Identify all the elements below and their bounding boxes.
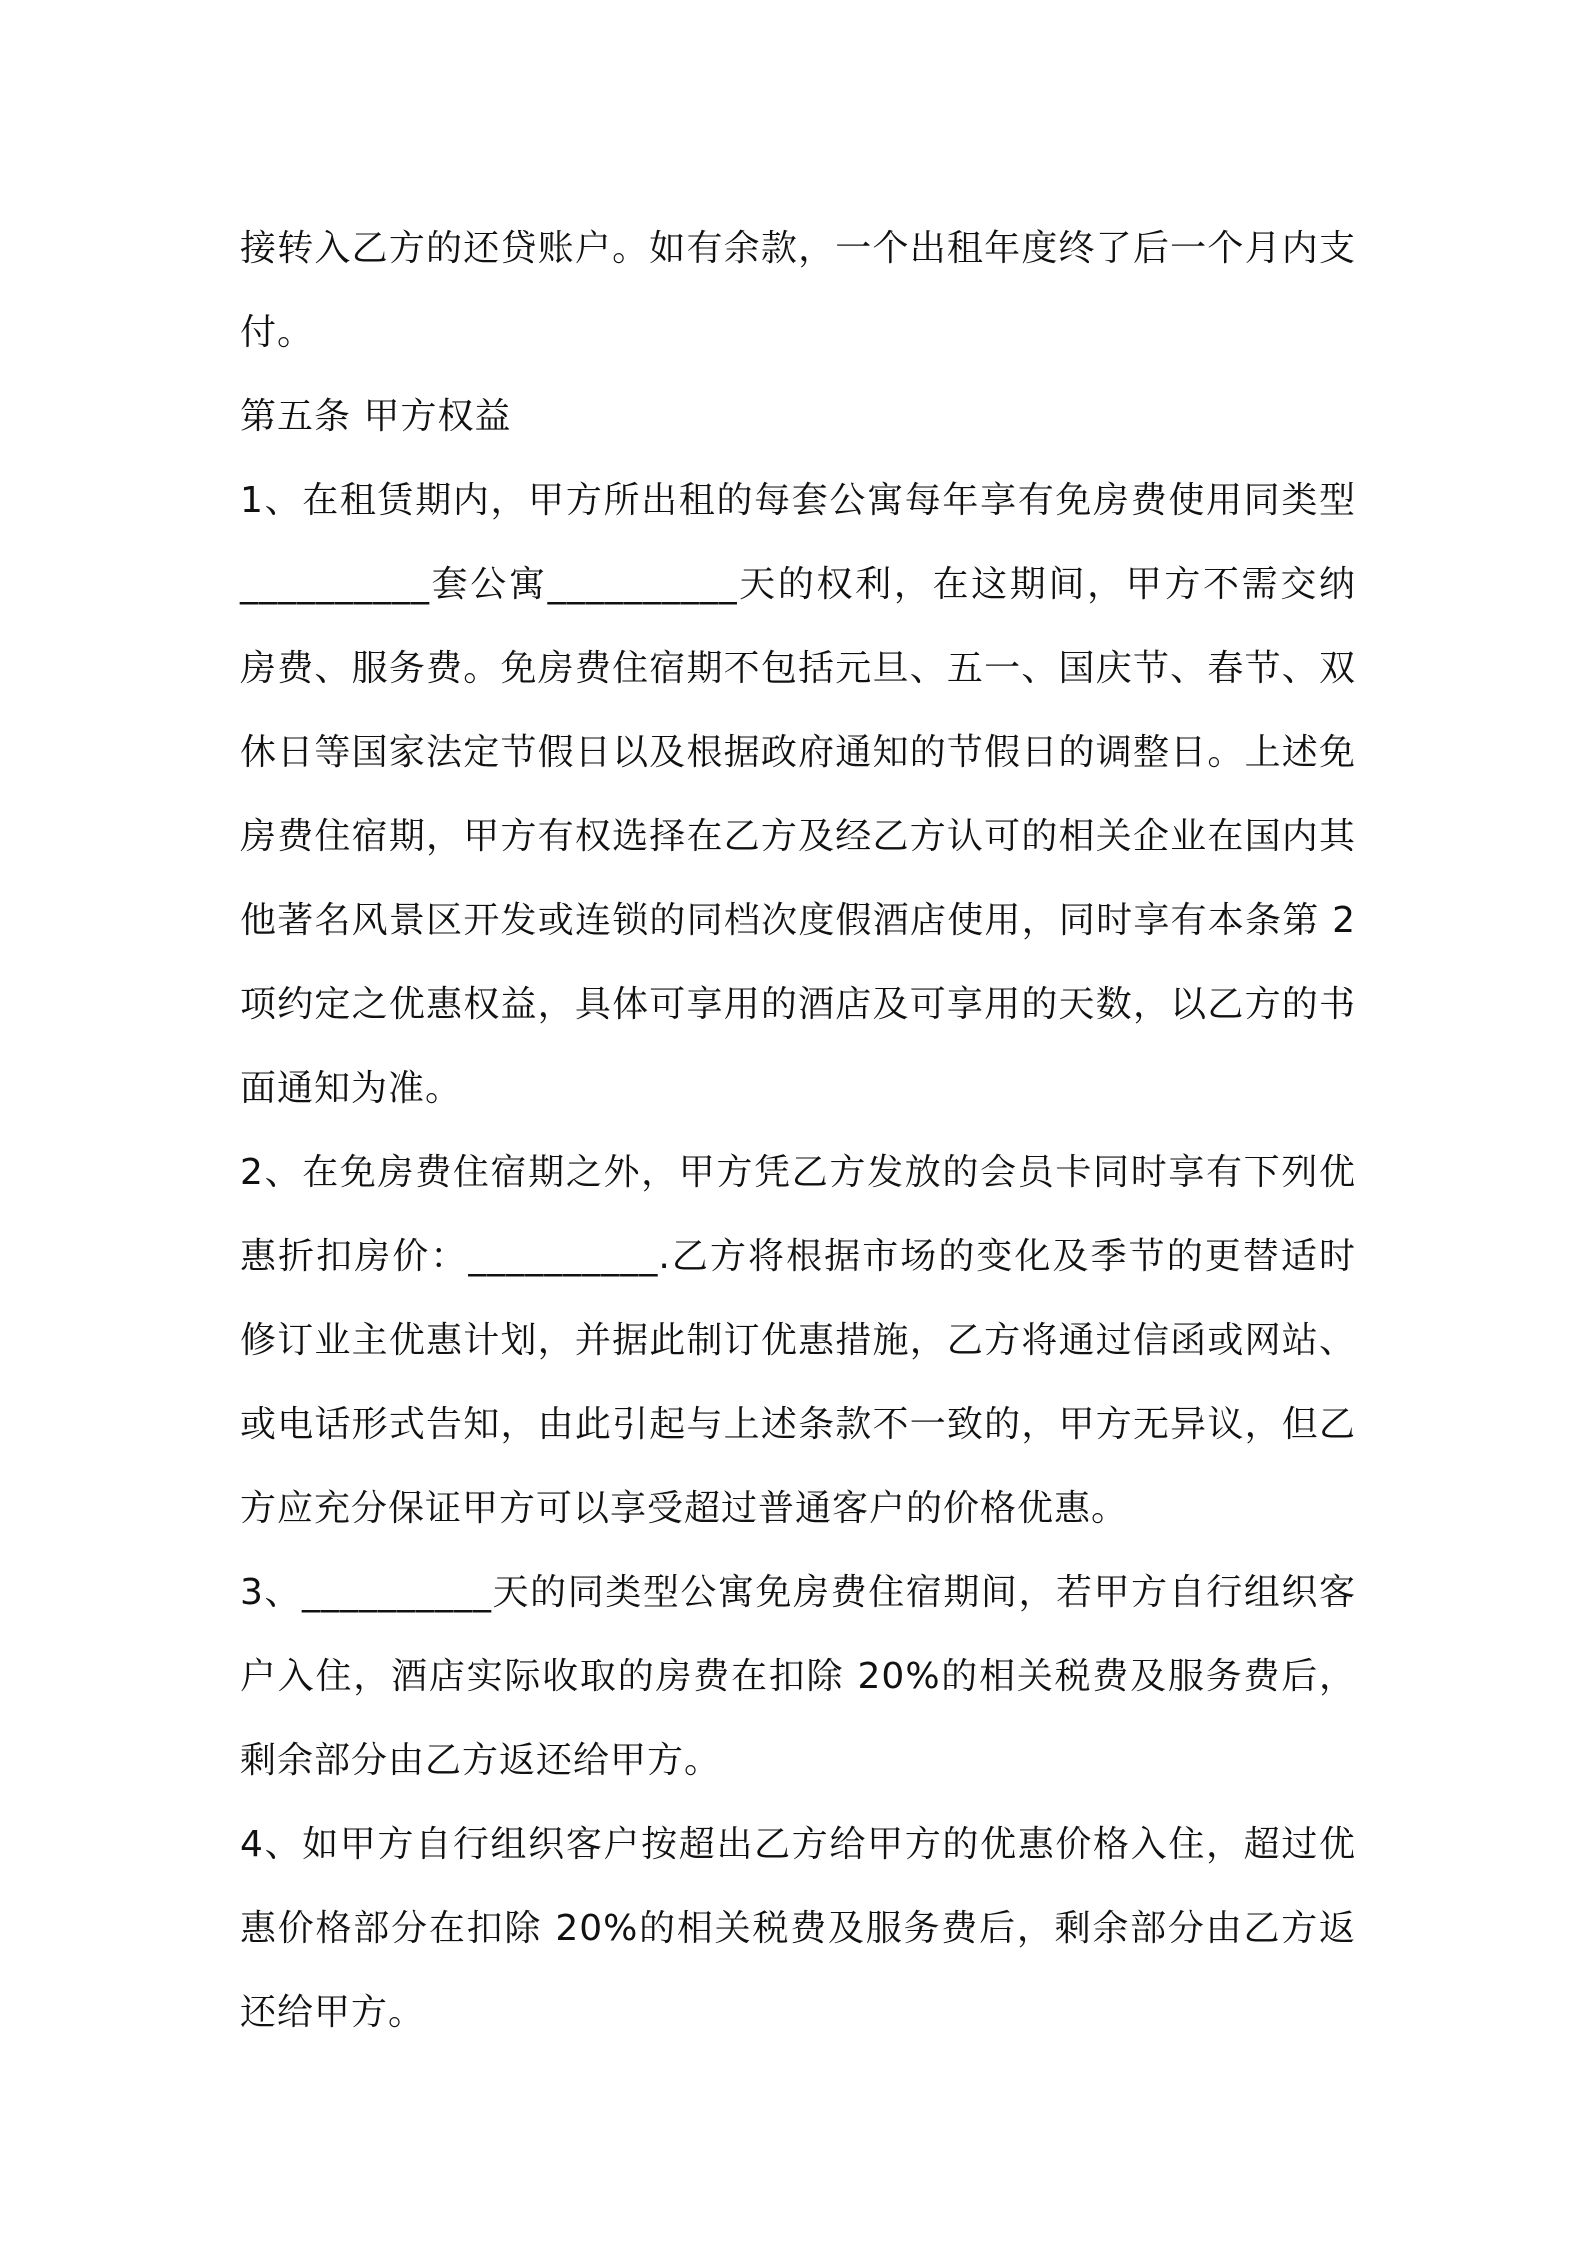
section-title: 第五条 甲方权益 [240, 396, 512, 437]
clause-4: 4、如甲方自行组织客户按超出乙方给甲方的优惠价格入住，超过优惠价格部分在扣除 20%的相关税费及服务费后，剩余部分由乙方返还给甲方。 [240, 1824, 1356, 2033]
clause-1: 1、在租赁期内，甲方所出租的每套公寓每年享有免房费使用同类型__________套公寓__________天的权利，在这期间，甲方不需交纳房费、服务费。免房费住宿期不包括元旦、五一、国庆节、春节、双休日等国家法定节假日以及根据政府通知的节假日的调整日。上述免房费住宿期，甲方有权选择在乙方及经乙方认可的相关企业在国内其他著名风景区开发或连锁的同档次度假酒店使用，同时享有本条第 2 项约定之优惠权益，具体可享用的酒店及可享用的天数，以乙方的书面通知为准。 [240, 480, 1356, 1109]
clause-2: 2、在免房费住宿期之外，甲方凭乙方发放的会员卡同时享有下列优惠折扣房价：__________.乙方将根据市场的变化及季节的更替适时修订业主优惠计划，并据此制订优惠措施，乙方将通过信函或网站、或电话形式告知，由此引起与上述条款不一致的，甲方无异议，但乙方应充分保证甲方可以享受超过普通客户的价格优惠。 [240, 1152, 1356, 1529]
document-body [240, 207, 1356, 2055]
clause-3: 3、__________天的同类型公寓免房费住宿期间，若甲方自行组织客户入住，酒店实际收取的房费在扣除 20%的相关税费及服务费后，剩余部分由乙方返还给甲方。 [240, 1572, 1356, 1781]
continuation-paragraph: 接转入乙方的还贷账户。如有余款，一个出租年度终了后一个月内支付。 [240, 228, 1356, 353]
